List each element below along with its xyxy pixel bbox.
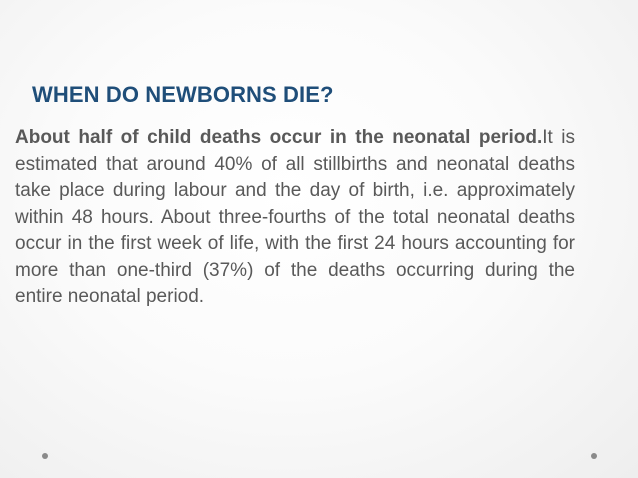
body-lead: About half of child deaths occur in the neonatal period. (15, 127, 543, 148)
slide-title: WHEN DO NEWBORNS DIE? (32, 82, 334, 107)
body-rest: It is estimated that around 40% of all stillbirths and neonatal deaths take place during labour and the day of birth, i.e. approximately within 48 hours. About three-fourths of the total neonatal deaths occur in the first week of life, with the first 24 hours accounting for more than one-third (37%) of the deaths occurring during the entire neonatal period. (15, 127, 575, 307)
decorative-dot-left (42, 453, 48, 459)
slide-body (15, 125, 575, 311)
decorative-dot-right (591, 453, 597, 459)
